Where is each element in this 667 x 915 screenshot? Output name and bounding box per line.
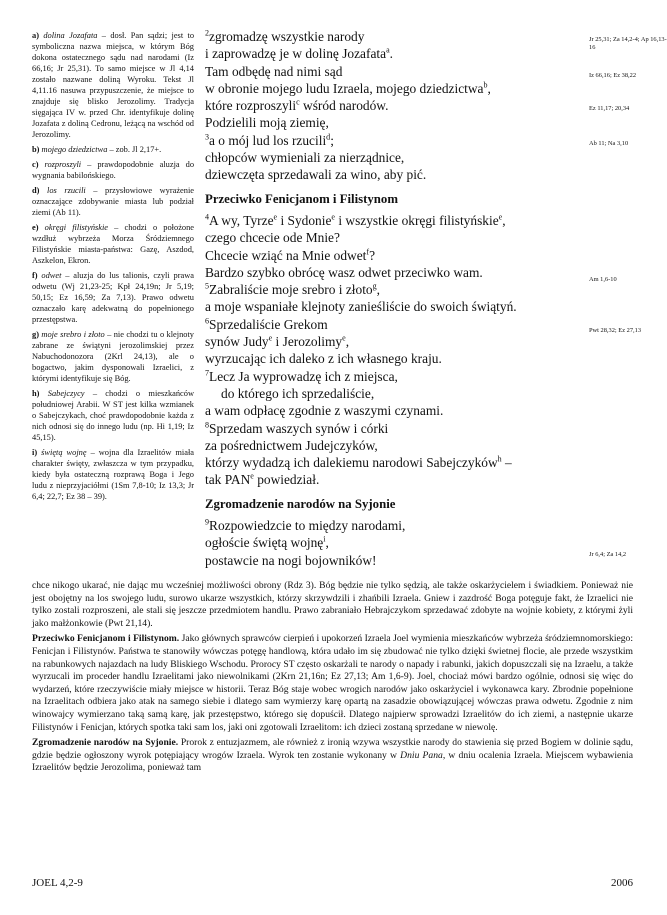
verse-line: które rozproszyli$^c$ wśród narodów. — [205, 97, 389, 114]
verse-line: w obronie mojego ludu Izraela, mojego dziedzictwa$^b$, — [205, 80, 491, 96]
cross-reference: Ez 11,17; 20,34 — [589, 105, 630, 112]
footnote-text: – nie chodzi tu o klejnoty zabrane ze świątyni jerozolimskiej przez Nabuchodonozora (2Krl 24,13), ale o bogactwo, jakim dysponowali Izraelici, z którymi identyfikuje się Bóg. — [32, 330, 194, 383]
cross-reference: Am 1,6-10 — [589, 276, 617, 283]
verse-line: tak PAN$^e$ powiedział. — [205, 471, 320, 488]
footnote-text: – zob. Jl 2,17+. — [107, 145, 162, 154]
scripture-column — [205, 28, 577, 569]
footnote-text: – dosł. Pan sądzi; jest to symboliczna nazwa miejsca, w którym Bóg dokona ostatecznego sądu nad narodami (Iz 66,16; Jr 25,31). To samo miejsce w Jl 4,14 zostało nazwane doliną Wyroku. Tekst Jl 4,11.16 nasuwa przypuszczenie, że miejsce to znajduje się blisko Jerozolimy. Tradycja sięgająca IV w. przed Chr. identyfikuje dolinę Jozafata z doliną Cedronu, leżącą na wschód od Jerozolimy. — [32, 31, 195, 139]
footnote-term: moje srebro i złoto — [41, 330, 105, 339]
footnote-term: mojego dziedzictwa — [41, 145, 108, 154]
footnote-term: los rzucili — [47, 186, 86, 195]
verse-line: wyrzucając ich daleko z ich własnego kraju. — [205, 351, 442, 367]
verse-line: $^2$zgromadzę wszystkie narody — [205, 28, 365, 44]
footnote-term: Sabejczycy — [47, 389, 85, 398]
verse-line: $^9$Rozpowiedzcie to między narodami, — [205, 517, 406, 534]
footnote-term: dolina Jozafata — [43, 31, 98, 40]
commentary-paragraph: Przeciwko Fenicjanom i Filistynom. Jako głównych sprawców cierpień i upokorzeń Izraela Joel wymienia mieszkańców wybrzeża śródziemnomorskiego: Fenicjan i Filistynów. Państwa te stanowiły wówczas potęgę handlową, która udało im się zbudować nie tylko dzięki świetnej flocie, ale przede wszystkim na rabunkowych najazdach na ludy Bliskiego Wschodu. Prorocy ST często oskarżali te narody o napady i rabunki, jakich dopuszczali się na Izraelu, a także wyrzucali im proceder handlu Izraelitami jako niewolnikami (2Krn 21,16n; Ez 27,13; Am 1,6-9). Joel, chociaż mówi bardzo ogólnie, odnosi się więc do wydarzeń, które rzeczywiście miały miejsce w historii. Teraz Bóg staje wobec wrogich narodów jako oskarżyciel i wykonawca kary. Zbrodnie popełnione na Izraelitach odbiera jako atak na samego siebie i dlatego sam wymierzy karę opartą na zasadzie obowiązującej wówczas prawa odwetu. Zgodnie z nim winowajcy wymierzano taką samą karę, jak przestępstwo, którego się dopuścił. Dlatego najpierw sprowadzi Izraelitów do ich ziemi, a następnie ukarze Filistynów i Fenicjan, których spotka taki sam los, jaki oni zgotowali Izraelitom: ich dzieci zostaną sprzedane w niewolę. — [32, 633, 633, 733]
footnote: d) los rzucili – przysłowiowe wyrażenie oznaczające zdobywanie miasta lub podział ziemi (Ab 11). — [32, 186, 194, 217]
verse-line: za pośrednictwem Judejczyków, — [205, 437, 378, 453]
footnote: c) rozproszyli – prawdopodobnie aluzja do wygnania babilońskiego. — [32, 160, 195, 180]
verse-line: Podzielili moją ziemię, — [205, 115, 329, 131]
footnote: f) odwet – aluzja do lus talionis, czyli prawa odwetu (Wj 21,23-25; Kpł 24,19n; Jr 5,19; 50,15; Ez 16,59; Za 7,13). Prawo odwetu oznaczało karę adekwatną do popełnionego przestępstwa. — [32, 271, 194, 324]
running-head: JOEL 4,2-9 — [32, 877, 83, 889]
footnote: h) Sabejczycy – chodzi o mieszkańców południowej Arabii. W ST jest kilka wzmianek o Sabejczykach, choć prawdopodobnie każda z nich odnosi się do innego ludu (np. Hi 1,19; Iz 45,15). — [32, 389, 195, 442]
verse-line: a moje wspaniałe klejnoty zanieśliście do swoich świątyń. — [205, 299, 517, 315]
verse-line: do którego ich sprzedaliście, — [221, 385, 375, 401]
footnote-term: rozproszyli — [44, 160, 82, 169]
footnote-text: – prawdopodobnie aluzja do wygnania babilońskiego. — [32, 160, 195, 180]
cross-reference: Pwt 28,32; Ez 27,13 — [589, 327, 642, 334]
verse-line: Chcecie wziąć na Mnie odwet$^f$? — [205, 247, 376, 263]
footnote: e) okręgi filistyńskie – chodzi o położone wzdłuż wybrzeża Morza Śródziemnego Filistyńskie miasta-państwa: Gazę, Aszdod, Aszkelon, Ekron. — [32, 223, 195, 265]
footnote-text: – przysłowiowe wyrażenie oznaczające zdobywanie miasta lub podział ziemi (Ab 11). — [32, 186, 194, 217]
footnote: a) dolina Jozafata – dosł. Pan sądzi; jest to symboliczna nazwa miejsca, w którym Bóg dokona ostatecznego sądu nad narodami (Iz 66,16; Jr 25,31). To samo miejsce w Jl 4,14 zostało nazwane doliną Wyroku. Tekst Jl 4,11.16 nasuwa przypuszczenie, że miejsce to znajduje się blisko Jerozolimy. Tradycja sięgająca IV w. przed Chr. identyfikuje dolinę Jozafata z doliną Cedronu, leżącą na wschód od Jerozolimy. — [32, 31, 195, 139]
footnote: b) mojego dziedzictwa – zob. Jl 2,17+. — [32, 145, 162, 154]
verse-line: postawcie na nogi bojowników! — [205, 552, 377, 568]
commentary-paragraph: chce nikogo ukarać, nie dając mu wcześniej możliwości obrony (Rdz 3). Bóg będzie nie tylko sędzią, ale także oskarżycielem i świadkiem. Ponieważ nie jest obojętny na los swojego ludu, surowo ukarze wszystkich, którzy skrzywdzili i zhańbili Izraela. Gniew i zazdrość Boga potęguje fakt, że Izraelici nie tylko zostali rozproszeni, ale stali się jeszcze przedmiotem handlu. Prawo zabraniało Hebrajczykom sprzedawać zdobyte na wojnie kobiety, z którymi żyli jako małżonkowie (Pwt 21,14). — [32, 580, 633, 629]
footnote-text: – aluzja do lus talionis, czyli prawa odwetu (Wj 21,23-25; Kpł 24,19n; Jr 5,19; 50,15; Ez 16,59; Za 7,13). Prawo odwetu oznaczało karę adekwatną do popełnionego przestępstwa. — [32, 271, 194, 324]
verse-line: czego chcecie ode Mnie? — [205, 230, 340, 246]
commentary — [32, 580, 633, 778]
page-number: 2006 — [611, 877, 633, 889]
verse-line: a wam odpłacę zgodnie z waszymi czynami. — [205, 403, 444, 419]
verse-line: $^6$Sprzedaliście Grekom — [205, 316, 328, 332]
cross-reference: Ab 11; Na 3,10 — [589, 140, 629, 147]
verse-line: którzy wydadzą ich dalekiemu narodowi Sabejczyków$^h$ – — [205, 454, 512, 471]
footnote: g) moje srebro i złoto – nie chodzi tu o klejnoty zabrane ze świątyni jerozolimskiej przez Nabuchodonozora (2Krl 24,13), ale o bogactwo, jakim dysponowali Izraelici, z którymi identyfikuje się Bóg. — [32, 330, 194, 383]
section-heading: Zgromadzenie narodów na Syjonie — [205, 496, 396, 511]
verse-line: Bardzo szybko obrócę wasz odwet przeciwko wam. — [205, 264, 483, 280]
page-footer — [32, 877, 633, 889]
verse-line: Tam odbędę nad nimi sąd — [205, 63, 343, 79]
verse-line: $^4$A wy, Tyrze$^e$ i Sydonie$^e$ i wszystkie okręgi filistyńskie$^e$, — [205, 212, 506, 228]
verse-line: synów Judy$^e$ i Jerozolimy$^e$, — [205, 333, 350, 350]
footnote-term: okręgi filistyńskie — [44, 223, 109, 232]
verse-line: $^7$Lecz Ja wyprowadzę ich z miejsca, — [205, 368, 398, 384]
footnote-text: – chodzi o mieszkańców południowej Arabii. W ST jest kilka wzmianek o Sabejczykach, choć prawdopodobnie każda z nich odnosi się do innego ludu (np. Hi 1,19; Iz 45,15). — [32, 389, 195, 442]
commentary-heading: Zgromadzenie narodów na Syjonie. — [32, 737, 179, 749]
verse-line: chłopców wymieniali za nierządnice, — [205, 150, 405, 166]
verse-line: i zaprowadzę je w dolinę Jozafata$^a$. — [205, 45, 393, 62]
cross-reference: Iz 66,16; Ez 38,22 — [589, 72, 637, 79]
verse-line: dziewczęta sprzedawali za wino, aby pić. — [205, 167, 427, 183]
verse-line: $^3$a o mój lud los rzucili$^d$; — [205, 132, 334, 148]
verse-line: ogłoście świętą wojnę$^i$, — [205, 534, 329, 551]
footnote-term: odwet — [41, 271, 62, 280]
footnotes-column — [32, 30, 194, 506]
footnote-term: świętą wojnę — [41, 448, 87, 457]
cross-reference: Jr 6,4; Za 14,2 — [589, 551, 627, 558]
footnote-text: – chodzi o położone wzdłuż wybrzeża Morza Śródziemnego Filistyńskie miasta-państwa: Gazę, Aszdod, Aszkelon, Ekron. — [32, 223, 195, 265]
commentary-paragraph: Zgromadzenie narodów na Syjonie. Prorok z entuzjazmem, ale również z ironią wzywa wszystkie narody do stawienia się przed Bogiem w dolinie sądu, gdzie będzie ogłoszony wyrok potępiający wrogów Izraela. Wyrok ten zostanie wykonany w Dniu Pana, w dniu ocalenia Izraela. Miejscem wybawienia Izraelitów będzie Jerozolima, ponieważ tam — [32, 737, 633, 774]
commentary-heading: Przeciwko Fenicjanom i Filistynom. — [32, 633, 180, 645]
footnote-text: – wojna dla Izraelitów miała charakter święty, zwłaszcza w tym przypadku, kiedy była ostateczną rozprawą Boga i Jego ludu z nieprzyjaciółmi (1Sm 7,8-10; Iz 13,3; Jr 6,4; 22,7; Ez 38 – 39). — [32, 448, 195, 501]
verse-line: $^5$Zabraliście moje srebro i złoto$^g$, — [205, 281, 380, 298]
verse-line: $^8$Sprzedam waszych synów i córki — [205, 420, 389, 436]
cross-reference: Jr 25,31; Za 14,2-4; Ap 16,13-16 — [589, 36, 667, 51]
footnote: i) świętą wojnę – wojna dla Izraelitów miała charakter święty, zwłaszcza w tym przypadku, kiedy była ostateczną rozprawą Boga i Jego ludu z nieprzyjaciółmi (1Sm 7,8-10; Iz 13,3; Jr 6,4; 22,7; Ez 38 – 39). — [32, 448, 195, 501]
section-heading: Przeciwko Fenicjanom i Filistynom — [205, 191, 398, 206]
